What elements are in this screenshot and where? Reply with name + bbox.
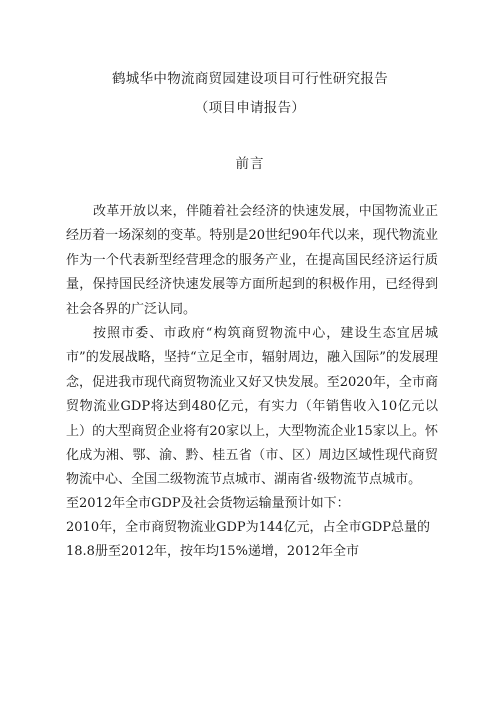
document-title: 鹤城华中物流商贸园建设项目可行性研究报告	[112, 71, 388, 87]
forecast-intro-line: 至2012年全市GDP及社会货物运输量预计如下：	[66, 496, 350, 511]
section-heading: 前言	[235, 156, 265, 172]
paragraph-intro: 改革开放以来，伴随着社会经济的快速发展，中国物流业正经历着一场深刻的变革。特别是20世纪90年代以来，现代物流业作为一个代表新型经营理念的服务产业，在提高国民经济运行质量，保持国民经济快速发展等方面所起到的积极作用，已经得到社会各界的广泛认同。	[66, 204, 438, 317]
document-subtitle: （项目申请报告）	[194, 100, 306, 116]
forecast-detail-line: 2010年，全市商贸物流业GDP为144亿元，占全市GDP总量的18.8册至2012年，按年均15%递增，2012年全市	[66, 520, 431, 560]
paragraph-strategy: 按照市委、市政府“构筑商贸物流中心，建设生态宜居城市”的发展战略，坚持“立足全市，辐射周边，融入国际”的发展理念，促进我市现代商贸物流业又好又快发展。至2020年，全市商贸物流业GDP将达到480亿元，有实力（年销售收入10亿元以上）的大型商贸企业将有20家以上，大型物流企业15家以上。怀化成为湘、鄂、渝、黔、桂五省（市、区）周边区域性现代商贸物流中心、全国二级物流节点城市、湖南省·级物流节点城市。	[66, 326, 438, 488]
